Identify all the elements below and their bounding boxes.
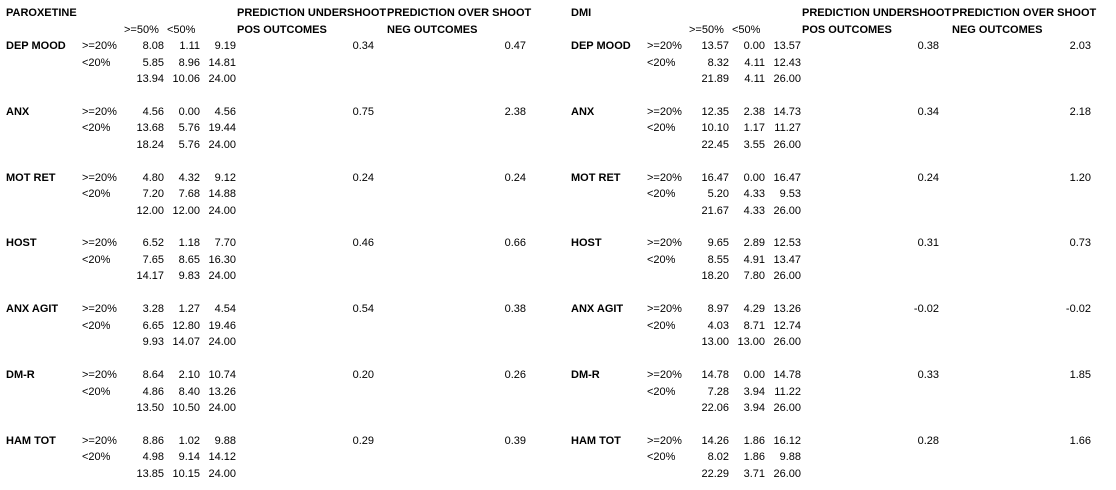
cell-lt50: 4.33: [743, 188, 765, 201]
cell-ge50: 4.80: [142, 171, 164, 184]
cell-total: 24.00: [208, 138, 236, 151]
group-label: HOST: [571, 237, 602, 250]
group-label: ANX AGIT: [6, 303, 59, 316]
cell-total: 26.00: [773, 336, 801, 349]
cell-lt50: 5.76: [178, 138, 200, 151]
undershoot-value: 0.38: [917, 40, 939, 52]
row-label: <20%: [647, 253, 676, 266]
undershoot-value: 0.20: [352, 369, 374, 381]
overshoot-value: 0.24: [504, 171, 526, 184]
undershoot-value: 0.29: [352, 434, 374, 447]
prediction-undershoot-header: PREDICTION UNDERSHOOT: [802, 7, 952, 19]
cell-ge50: 3.28: [142, 303, 164, 316]
row-label: <20%: [82, 56, 111, 69]
cell-ge50: 13.85: [136, 467, 164, 480]
cell-total: 14.81: [208, 56, 236, 69]
cell-lt50: 8.40: [178, 385, 200, 398]
cell-ge50: 8.08: [142, 40, 164, 52]
row-label: <20%: [82, 253, 111, 266]
pos-outcomes-header: POS OUTCOMES: [237, 24, 327, 36]
row-label: >=20%: [82, 40, 117, 52]
cell-total: 14.73: [773, 105, 801, 118]
cell-total: 10.74: [208, 369, 236, 381]
row-label: <20%: [82, 451, 111, 464]
cell-lt50: 10.06: [172, 73, 200, 85]
group-label: MOT RET: [6, 171, 56, 184]
cell-ge50: 22.45: [701, 138, 729, 151]
cell-total: 26.00: [773, 138, 801, 151]
cell-total: 24.00: [208, 467, 236, 480]
undershoot-value: 0.54: [352, 303, 374, 316]
cell-lt50: 10.50: [172, 402, 200, 414]
undershoot-value: 0.24: [352, 171, 374, 184]
cell-ge50: 4.56: [142, 105, 164, 118]
cell-ge50: 14.17: [136, 270, 164, 283]
cell-lt50: 4.11: [744, 73, 765, 85]
cell-ge50: 6.52: [142, 237, 164, 250]
cell-ge50: 7.65: [142, 253, 164, 266]
cell-ge50: 12.35: [701, 105, 729, 118]
cell-ge50: 13.57: [701, 40, 729, 52]
cell-lt50: 3.94: [743, 402, 765, 414]
row-label: <20%: [82, 319, 111, 332]
neg-outcomes-header: NEG OUTCOMES: [387, 24, 478, 36]
cell-ge50: 9.93: [142, 336, 164, 349]
cell-ge50: 4.86: [142, 385, 164, 398]
cell-lt50: 8.96: [178, 56, 200, 69]
cell-total: 16.12: [773, 434, 801, 447]
row-label: >=20%: [82, 369, 117, 381]
prediction-undershoot-header: PREDICTION UNDERSHOOT: [237, 7, 387, 19]
cell-total: 26.00: [773, 467, 801, 480]
cell-lt50: 1.11: [179, 40, 200, 52]
cell-ge50: 18.24: [136, 138, 164, 151]
cell-total: 16.47: [773, 171, 801, 184]
undershoot-value: 0.33: [917, 369, 939, 381]
cell-ge50: 13.50: [136, 402, 164, 414]
row-label: <20%: [82, 188, 111, 201]
cell-ge50: 8.32: [707, 56, 729, 69]
overshoot-value: 2.03: [1069, 40, 1091, 52]
paroxetine-panel: [0, 0, 555, 490]
cell-total: 19.44: [208, 122, 236, 135]
row-label: >=20%: [82, 237, 117, 250]
cell-total: 12.43: [773, 56, 801, 69]
cell-ge50: 5.85: [142, 56, 164, 69]
cell-ge50: 16.47: [701, 171, 729, 184]
col-header-ge50: >=50%: [689, 24, 724, 36]
cell-lt50: 10.15: [172, 467, 200, 480]
cell-lt50: 1.27: [178, 303, 200, 316]
overshoot-value: 2.18: [1069, 105, 1091, 118]
cell-lt50: 7.68: [178, 188, 200, 201]
cell-lt50: 1.86: [743, 434, 765, 447]
cell-lt50: 1.17: [743, 122, 765, 135]
overshoot-value: 0.66: [504, 237, 526, 250]
cell-total: 9.88: [214, 434, 236, 447]
cell-lt50: 1.18: [178, 237, 200, 250]
cell-ge50: 12.00: [136, 204, 164, 217]
cell-ge50: 14.78: [701, 369, 729, 381]
cell-total: 24.00: [208, 73, 236, 85]
group-label: HAM TOT: [571, 434, 621, 447]
cell-ge50: 22.06: [701, 402, 729, 414]
row-label: <20%: [82, 385, 111, 398]
overshoot-value: 1.66: [1069, 434, 1091, 447]
pos-outcomes-header: POS OUTCOMES: [802, 24, 892, 36]
cell-total: 12.53: [773, 237, 801, 250]
cell-ge50: 13.68: [136, 122, 164, 135]
cell-total: 26.00: [773, 204, 801, 217]
cell-total: 26.00: [773, 402, 801, 414]
cell-ge50: 8.55: [707, 253, 729, 266]
cell-lt50: 4.33: [743, 204, 765, 217]
cell-total: 26.00: [773, 270, 801, 283]
cell-total: 9.12: [214, 171, 236, 184]
col-header-lt50: <50%: [167, 24, 196, 36]
cell-total: 13.26: [208, 385, 236, 398]
cell-total: 26.00: [773, 73, 801, 85]
overshoot-value: 2.38: [504, 105, 526, 118]
cell-lt50: 3.55: [743, 138, 765, 151]
cell-lt50: 1.02: [178, 434, 200, 447]
undershoot-value: 0.24: [917, 171, 939, 184]
row-label: >=20%: [647, 237, 682, 250]
cell-ge50: 18.20: [701, 270, 729, 283]
cell-lt50: 8.65: [178, 253, 200, 266]
cell-total: 13.26: [773, 303, 801, 316]
overshoot-value: 0.73: [1069, 237, 1091, 250]
undershoot-value: 0.34: [352, 40, 374, 52]
cell-ge50: 7.20: [142, 188, 164, 201]
cell-lt50: 0.00: [178, 105, 200, 118]
cell-total: 11.22: [774, 385, 801, 398]
row-label: <20%: [647, 451, 676, 464]
cell-lt50: 5.76: [178, 122, 200, 135]
undershoot-value: 0.28: [917, 434, 939, 447]
cell-ge50: 10.10: [701, 122, 729, 135]
cell-ge50: 21.89: [701, 73, 729, 85]
group-label: DEP MOOD: [571, 40, 631, 52]
cell-total: 14.78: [773, 369, 801, 381]
row-label: <20%: [647, 122, 676, 135]
cell-lt50: 14.07: [172, 336, 200, 349]
group-label: HOST: [6, 237, 37, 250]
cell-ge50: 14.26: [701, 434, 729, 447]
row-label: >=20%: [647, 434, 682, 447]
neg-outcomes-header: NEG OUTCOMES: [952, 24, 1043, 36]
group-label: DM-R: [571, 369, 600, 381]
cell-total: 24.00: [208, 204, 236, 217]
overshoot-value: 1.85: [1069, 369, 1091, 381]
row-label: >=20%: [82, 303, 117, 316]
cell-total: 24.00: [208, 336, 236, 349]
cell-lt50: 2.38: [743, 105, 765, 118]
cell-total: 13.57: [773, 40, 801, 52]
cell-ge50: 22.29: [701, 467, 729, 480]
row-label: >=20%: [647, 171, 682, 184]
cell-ge50: 4.98: [142, 451, 164, 464]
group-label: DM-R: [6, 369, 35, 381]
cell-total: 24.00: [208, 402, 236, 414]
row-label: >=20%: [647, 40, 682, 52]
row-label: >=20%: [647, 369, 682, 381]
cell-lt50: 4.11: [744, 56, 765, 69]
panel-title: DMI: [571, 7, 592, 19]
row-label: >=20%: [647, 303, 682, 316]
col-header-ge50: >=50%: [124, 24, 159, 36]
overshoot-value: 0.47: [504, 40, 526, 52]
cell-total: 7.70: [214, 237, 236, 250]
overshoot-value: 1.20: [1069, 171, 1091, 184]
cell-ge50: 8.86: [142, 434, 164, 447]
cell-lt50: 9.83: [178, 270, 200, 283]
group-label: ANX AGIT: [571, 303, 624, 316]
cell-lt50: 13.00: [737, 336, 765, 349]
cell-total: 4.54: [214, 303, 236, 316]
cell-lt50: 9.14: [178, 451, 200, 464]
cell-total: 13.47: [773, 253, 801, 266]
row-label: <20%: [647, 188, 676, 201]
cell-total: 4.56: [214, 105, 236, 118]
cell-total: 16.30: [208, 253, 236, 266]
overshoot-value: -0.02: [1065, 303, 1091, 316]
row-label: <20%: [647, 319, 676, 332]
row-label: >=20%: [82, 171, 117, 184]
cell-total: 14.12: [208, 451, 236, 464]
cell-total: 9.53: [779, 188, 801, 201]
row-label: <20%: [82, 122, 111, 135]
undershoot-value: -0.02: [913, 303, 939, 316]
cell-lt50: 12.00: [172, 204, 200, 217]
cell-ge50: 13.00: [701, 336, 729, 349]
cell-ge50: 13.94: [136, 73, 164, 85]
overshoot-value: 0.26: [504, 369, 526, 381]
cell-ge50: 9.65: [707, 237, 729, 250]
cell-total: 9.19: [214, 40, 236, 52]
cell-ge50: 7.28: [707, 385, 729, 398]
group-label: DEP MOOD: [6, 40, 66, 52]
cell-lt50: 1.86: [743, 451, 765, 464]
group-label: HAM TOT: [6, 434, 56, 447]
undershoot-value: 0.34: [917, 105, 939, 118]
cell-lt50: 0.00: [743, 40, 765, 52]
undershoot-value: 0.46: [352, 237, 374, 250]
cell-lt50: 0.00: [743, 369, 765, 381]
cell-total: 12.74: [773, 319, 801, 332]
cell-total: 24.00: [208, 270, 236, 283]
cell-ge50: 8.64: [142, 369, 164, 381]
cell-lt50: 2.89: [743, 237, 765, 250]
row-label: >=20%: [82, 434, 117, 447]
dmi-panel: [565, 0, 1116, 490]
group-label: ANX: [6, 105, 30, 118]
cell-lt50: 4.29: [743, 303, 765, 316]
cell-lt50: 3.71: [743, 467, 765, 480]
cell-lt50: 8.71: [743, 319, 765, 332]
row-label: <20%: [647, 385, 676, 398]
overshoot-value: 0.38: [504, 303, 526, 316]
col-header-lt50: <50%: [732, 24, 761, 36]
panel-title: PAROXETINE: [6, 7, 77, 19]
cell-ge50: 4.03: [707, 319, 729, 332]
prediction-overshoot-header: PREDICTION OVER SHOOT: [952, 7, 1097, 19]
row-label: <20%: [647, 56, 676, 69]
cell-total: 14.88: [208, 188, 236, 201]
group-label: ANX: [571, 105, 595, 118]
cell-total: 19.46: [208, 319, 236, 332]
cell-lt50: 0.00: [743, 171, 765, 184]
cell-lt50: 4.91: [743, 253, 765, 266]
row-label: >=20%: [82, 105, 117, 118]
undershoot-value: 0.31: [917, 237, 939, 250]
cell-ge50: 8.97: [707, 303, 729, 316]
row-label: >=20%: [647, 105, 682, 118]
undershoot-value: 0.75: [352, 105, 374, 118]
cell-ge50: 5.20: [707, 188, 729, 201]
cell-ge50: 8.02: [707, 451, 729, 464]
cell-total: 9.88: [779, 451, 801, 464]
cell-total: 11.27: [774, 122, 801, 135]
cell-lt50: 4.32: [178, 171, 200, 184]
cell-lt50: 2.10: [178, 369, 200, 381]
overshoot-value: 0.39: [504, 434, 526, 447]
cell-lt50: 3.94: [743, 385, 765, 398]
group-label: MOT RET: [571, 171, 621, 184]
prediction-overshoot-header: PREDICTION OVER SHOOT: [387, 7, 532, 19]
cell-lt50: 7.80: [743, 270, 765, 283]
cell-ge50: 21.67: [701, 204, 729, 217]
cell-ge50: 6.65: [142, 319, 164, 332]
cell-lt50: 12.80: [172, 319, 200, 332]
